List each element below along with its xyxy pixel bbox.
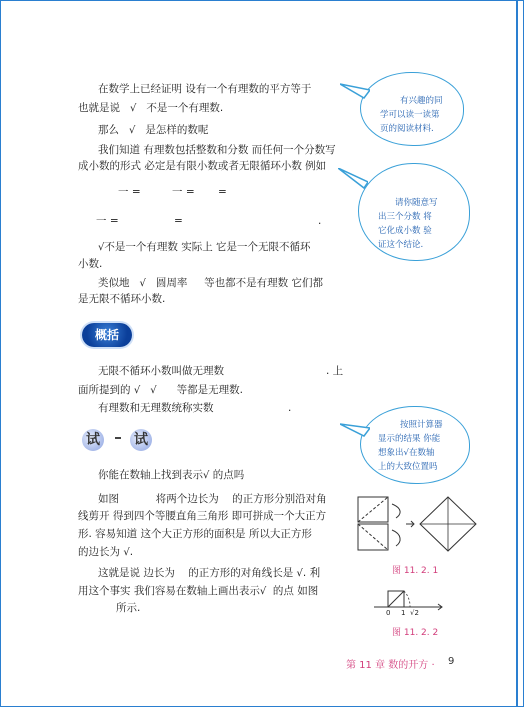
try-p2-line2-b: 的点 如图 [272, 585, 319, 597]
para3-line2: 成小数的形式 必定是有限小数或者无限循环小数 例如 [78, 160, 327, 172]
try-p1-line4 [78, 545, 133, 560]
example-4: 一 = [96, 215, 119, 227]
figure-11-2-2 [372, 585, 444, 615]
example-6: . [318, 215, 322, 227]
bubble-1-line3: 页的阅读材料. [380, 124, 434, 134]
sqrt-symbol: √ [150, 385, 157, 396]
bubble-3-line4: 上的大致位置吗 [378, 462, 438, 472]
para1-line2-a: 也就是说 [78, 102, 120, 114]
sqrt-symbol: √ [130, 103, 137, 114]
summary-line2-a: 面所提到的 [78, 384, 131, 396]
bubble-2-line4: 证这个结论. [378, 240, 424, 250]
example-3: = [218, 186, 227, 198]
example-1: 一 = [118, 186, 141, 198]
try-p1-line4-a: 的边长为 [78, 546, 120, 558]
try-badge-dash [115, 437, 121, 439]
bubble-2-tail [338, 168, 368, 190]
para5-c: 等也都不是有理数 它们都 [204, 277, 323, 289]
bubble-2-line1: 请你随意写 [395, 198, 438, 208]
try-p1-line1 [98, 492, 327, 506]
try-p1-a: 如图 [98, 493, 119, 505]
para5-line1 [98, 276, 323, 291]
page-edge-line [516, 0, 518, 707]
page-number: 9 [448, 656, 455, 667]
try-p2-a: 这就是说 边长为 [98, 567, 175, 579]
sqrt-symbol: √ [129, 125, 136, 136]
para2-a: 那么 [98, 124, 119, 136]
figure-11-2-2-caption: 图 11. 2. 2 [392, 628, 439, 638]
fig2-axis-0: 0 [386, 609, 391, 617]
try-badge-1: 试 [82, 429, 104, 451]
para4-line1-text: 不是一个有理数 实际上 它是一个无限不循环 [104, 241, 311, 253]
para1-line1: 在数学上已经证明 设有一个有理数的平方等于 [98, 83, 312, 95]
para1-line2-b: 不是一个有理数. [146, 102, 224, 114]
sqrt-symbol: √ [403, 448, 409, 458]
fig2-axis-2-value: 2 [414, 609, 419, 617]
para2-line [98, 123, 208, 138]
sqrt-symbol: √ [296, 568, 303, 579]
try-p1-line3: 形. 容易知道 这个大正方形的面积是 所以大正方形 [78, 528, 312, 540]
footer-chapter: 第 11 章 数的开方 · [346, 660, 435, 671]
bubble-3-line1: 按照计算器 [400, 420, 443, 430]
bubble-2-line3: 它化成小数 验 [378, 226, 432, 236]
para2-b: 是怎样的数呢 [145, 124, 209, 136]
summary-line1-b: . 上 [326, 365, 344, 377]
sqrt-symbol: √ [98, 242, 105, 253]
summary-badge: 概括 [82, 323, 132, 347]
bubble-1-line2: 学可以读一读第 [380, 110, 440, 120]
try-question-a: 你能在数轴上找到表示 [98, 469, 203, 481]
try-p2-line2-a: 用这个事实 我们容易在数轴上画出表示 [78, 585, 260, 597]
bubble-3-line3 [378, 446, 434, 460]
try-p1-b: 将两个边长为 [155, 493, 219, 505]
summary-line2 [78, 383, 243, 398]
para4-line1 [98, 240, 311, 255]
try-p2-line1 [98, 566, 320, 581]
para5-line2: 是无限不循环小数. [78, 293, 166, 305]
bubble-3-tail [340, 420, 370, 440]
try-p2-line3: 所示. [116, 602, 141, 614]
para3-line1: 我们知道 有理数包括整数和分数 而任何一个分数写 [98, 144, 336, 156]
try-p1-line4-b: . [129, 546, 134, 558]
bubble-3-line3-b: 在数轴 [408, 448, 435, 458]
para1-line2 [78, 101, 223, 116]
bubble-1-line1: 有兴趣的同 [400, 96, 443, 106]
try-p2-line2 [78, 584, 318, 599]
sqrt-symbol: √ [139, 278, 146, 289]
sqrt-symbol: √ [133, 385, 141, 396]
fig2-axis-2 [410, 609, 419, 617]
bubble-3-line2: 显示的结果 你能 [378, 434, 441, 444]
fig2-axis-1: 1 [401, 609, 406, 617]
summary-line1-a: 无限不循环小数叫做无理数 [98, 365, 224, 377]
para4-line2: 小数. [78, 258, 103, 270]
try-p2-b: 的正方形的对角线长是 [188, 567, 294, 579]
bubble-3-line3-a: 想象出 [378, 448, 404, 458]
try-question-b: 的点吗 [212, 469, 245, 481]
para5-b: 圆周率 [155, 277, 188, 289]
summary-line2-b: 等都是无理数. [176, 384, 243, 396]
example-5: = [174, 215, 183, 227]
try-p1-c: 的正方形分别沿对角 [232, 493, 327, 505]
sqrt-symbol: √ [259, 586, 267, 597]
try-p2-c: . 利 [302, 567, 321, 579]
summary-line3-a: 有理数和无理数统称实数 [98, 402, 214, 414]
try-p1-line2: 线剪开 得到四个等腰直角三角形 即可拼成一个大正方 [78, 510, 327, 522]
bubble-2-line2: 出三个分数 将 [378, 212, 432, 222]
sqrt-symbol: √ [203, 470, 210, 481]
try-question [98, 468, 244, 483]
sqrt-symbol: √ [123, 547, 130, 558]
figure-11-2-1-caption: 图 11. 2. 1 [392, 566, 439, 576]
example-2: 一 = [172, 186, 195, 198]
bubble-1-tail [340, 82, 370, 102]
summary-line3-b: . [288, 402, 292, 414]
figure-11-2-1 [356, 494, 480, 558]
try-badge-2: 试 [130, 429, 152, 451]
sqrt-symbol: √ [410, 609, 415, 617]
para5-a: 类似地 [98, 277, 130, 289]
